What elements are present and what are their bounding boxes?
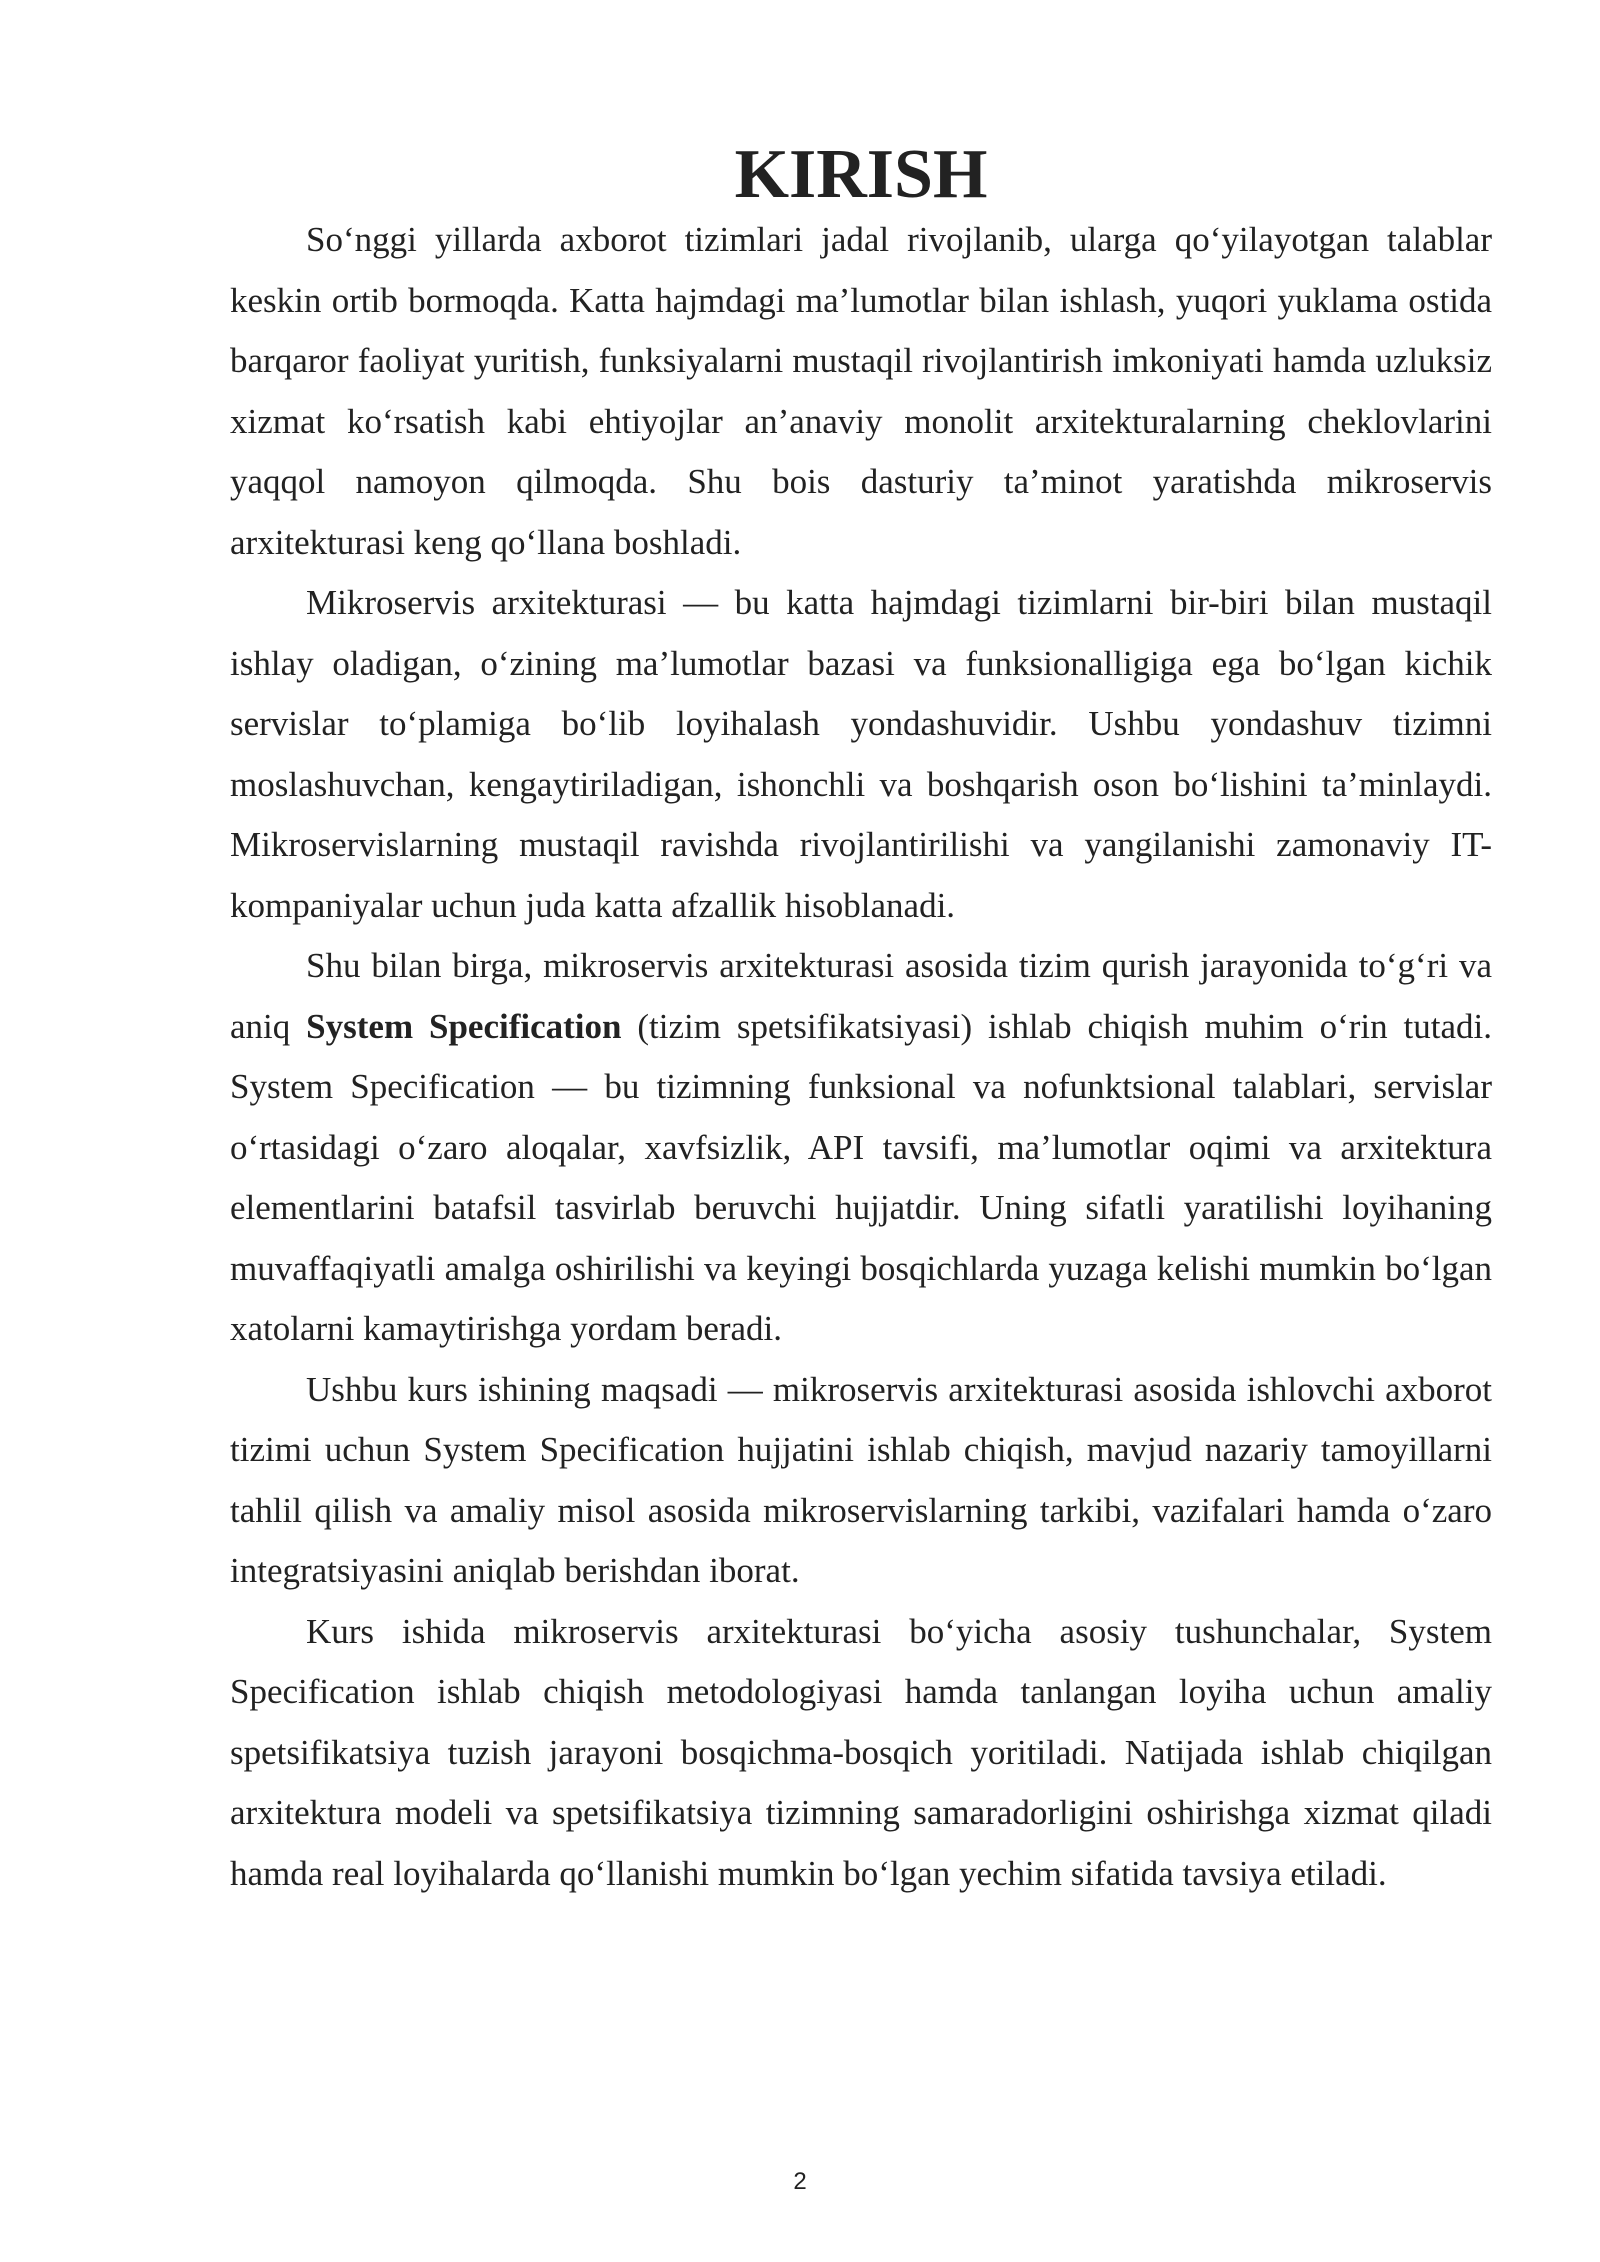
bold-term-system-specification: System Specification	[306, 1006, 622, 1046]
paragraph-3-text-after: (tizim spetsifikatsiyasi) ishlab chiqish muhim o‘rin tutadi. System Specification — bu tizimning funksional va nofunktsional talablari, servislar o‘rtasidagi o‘zaro aloqalar, xavfsizlik, API tavsifi, ma’lumotlar oqimi va arxitektura elementlarini batafsil tasvirlab beruvchi hujjatdir. Uning sifatli yaratilishi loyihaning muvaffaqiyatli amalga oshirilishi va keyingi bosqichlarda yuzaga kelishi mumkin bo‘lgan xatolarni kamaytirishga yordam beradi.	[230, 1006, 1493, 1348]
page-number: 2	[793, 2168, 807, 2195]
paragraph-5: Kurs ishida mikroservis arxitekturasi bo‘yicha asosiy tushunchalar, System Specification ishlab chiqish metodologiyasi hamda tanlangan loyiha uchun amaliy spetsifikatsiya tuzish jarayoni bosqichma-bosqich yoritiladi. Natijada ishlab chiqilgan arxitektura modeli va spetsifikatsiya tizimning samaradorligini oshirishga xizmat qiladi hamda real loyihalarda qo‘llanishi mumkin bo‘lgan yechim sifatida tavsiya etiladi.	[230, 1611, 1492, 1893]
paragraph-4: Ushbu kurs ishining maqsadi — mikroservis arxitekturasi asosida ishlovchi axborot tizimi uchun System Specification hujjatini ishlab chiqish, mavjud nazariy tamoyillarni tahlil qilish va amaliy misol asosida mikroservislarning tarkibi, vazifalari hamda o‘zaro integratsiyasini aniqlab berishdan iborat.	[230, 1369, 1492, 1590]
paragraph-3	[230, 936, 1492, 1360]
page-content	[230, 136, 1493, 1904]
paragraph-2: Mikroservis arxitekturasi — bu katta hajmdagi tizimlarni bir-biri bilan mustaqil ishlay oladigan, o‘zining ma’lumotlar bazasi va funksionalligiga ega bo‘lgan kichik servislar to‘plamiga bo‘lib loyihalash yondashuvidir. Ushbu yondashuv tizimni moslashuvchan, kengaytiriladigan, ishonchli va boshqarish oson bo‘lishini ta’minlaydi. Mikroservislarning mustaqil ravishda rivojlantirilishi va yangilanishi zamonaviy IT-kompaniyalar uchun juda katta afzallik hisoblanadi.	[230, 583, 1492, 925]
section-title: KIRISH	[734, 136, 988, 213]
paragraph-1: So‘nggi yillarda axborot tizimlari jadal rivojlanib, ularga qo‘yilayotgan talablar keskin ortib bormoqda. Katta hajmdagi ma’lumotlar bilan ishlash, yuqori yuklama ostida barqaror faoliyat yuritish, funksiyalarni mustaqil rivojlantirish imkoniyati hamda uzluksiz xizmat ko‘rsatish kabi ehtiyojlar an’anaviy monolit arxitekturalarning cheklovlarini yaqqol namoyon qilmoqda. Shu bois dasturiy ta’minot yaratishda mikroservis arxitekturasi keng qo‘llana boshladi.	[230, 220, 1492, 562]
paragraph-3-text-before: Shu bilan birga, mikroservis arxitekturasi asosida tizim qurish jarayonida to‘g‘ri va aniq	[230, 946, 1492, 1046]
